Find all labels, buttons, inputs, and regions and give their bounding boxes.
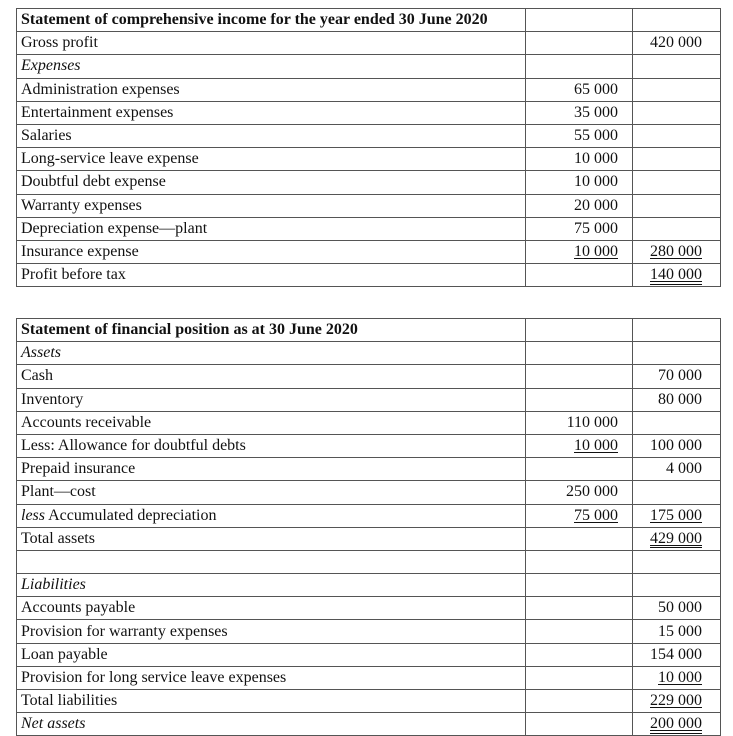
table-row xyxy=(17,217,721,240)
row-label: Provision for warranty expenses xyxy=(17,620,526,643)
row-label: Prepaid insurance xyxy=(17,458,526,481)
table-row xyxy=(17,124,721,147)
row-label xyxy=(17,504,526,527)
row-label: Total assets xyxy=(17,527,526,550)
row-total: 4 000 xyxy=(633,458,721,481)
row-total: 80 000 xyxy=(633,388,721,411)
table-row xyxy=(17,365,721,388)
table-row xyxy=(17,101,721,124)
row-amount: 10 000 xyxy=(574,437,618,455)
income-statement-title: Statement of comprehensive income for the year ended 30 June 2020 xyxy=(17,9,526,32)
row-label: Entertainment expenses xyxy=(17,101,526,124)
financial-position-title: Statement of financial position as at 30 June 2020 xyxy=(17,319,526,342)
section-heading: Liabilities xyxy=(17,574,526,597)
table-row xyxy=(17,574,721,597)
income-statement-table xyxy=(16,8,721,287)
table-row xyxy=(17,690,721,713)
row-amount: 10 000 xyxy=(526,148,633,171)
row-amount: 110 000 xyxy=(526,411,633,434)
table-row xyxy=(17,388,721,411)
row-label-text: Accumulated depreciation xyxy=(45,506,217,524)
row-total: 10 000 xyxy=(658,668,702,686)
row-total: 140 000 xyxy=(650,266,702,284)
row-label: Depreciation expense—plant xyxy=(17,217,526,240)
section-heading: Expenses xyxy=(17,55,526,78)
row-amount: 20 000 xyxy=(526,194,633,217)
row-label: Warranty expenses xyxy=(17,194,526,217)
row-total: 429 000 xyxy=(650,529,702,547)
row-label: Provision for long service leave expenses xyxy=(17,666,526,689)
row-label: Salaries xyxy=(17,124,526,147)
table-row xyxy=(17,319,721,342)
table-row xyxy=(17,342,721,365)
row-total: 100 000 xyxy=(633,434,721,457)
table-row xyxy=(17,9,721,32)
row-label: Loan payable xyxy=(17,643,526,666)
row-label: Long-service leave expense xyxy=(17,148,526,171)
financial-position-table xyxy=(16,318,721,736)
table-row xyxy=(17,713,721,736)
row-total: 175 000 xyxy=(650,506,702,524)
row-label: Profit before tax xyxy=(17,264,526,287)
row-total: 420 000 xyxy=(633,32,721,55)
row-amount: 75 000 xyxy=(574,506,618,524)
row-amount: 65 000 xyxy=(526,78,633,101)
row-amount: 10 000 xyxy=(574,242,618,260)
table-row xyxy=(17,458,721,481)
table-row xyxy=(17,434,721,457)
table-row xyxy=(17,194,721,217)
table-row xyxy=(17,666,721,689)
section-heading: Assets xyxy=(17,342,526,365)
row-label: Administration expenses xyxy=(17,78,526,101)
table-row xyxy=(17,264,721,287)
row-label: Plant—cost xyxy=(17,481,526,504)
table-row xyxy=(17,527,721,550)
row-label: Gross profit xyxy=(17,32,526,55)
row-total: 50 000 xyxy=(633,597,721,620)
row-label: Net assets xyxy=(17,713,526,736)
table-row xyxy=(17,550,721,573)
table-row xyxy=(17,620,721,643)
row-total: 15 000 xyxy=(633,620,721,643)
row-label: Inventory xyxy=(17,388,526,411)
table-row xyxy=(17,481,721,504)
table-row xyxy=(17,32,721,55)
row-total: 200 000 xyxy=(650,715,702,733)
table-row xyxy=(17,55,721,78)
row-label: Cash xyxy=(17,365,526,388)
row-label: Accounts receivable xyxy=(17,411,526,434)
row-amount: 35 000 xyxy=(526,101,633,124)
row-amount: 10 000 xyxy=(526,171,633,194)
row-amount: 55 000 xyxy=(526,124,633,147)
row-label: Total liabilities xyxy=(17,690,526,713)
less-prefix: less xyxy=(21,506,45,524)
row-amount: 250 000 xyxy=(526,481,633,504)
table-row xyxy=(17,240,721,263)
row-total: 70 000 xyxy=(633,365,721,388)
row-label: Accounts payable xyxy=(17,597,526,620)
table-row xyxy=(17,597,721,620)
row-amount: 75 000 xyxy=(526,217,633,240)
row-label: Doubtful debt expense xyxy=(17,171,526,194)
row-label: Insurance expense xyxy=(17,240,526,263)
table-row xyxy=(17,643,721,666)
table-row xyxy=(17,411,721,434)
table-row xyxy=(17,148,721,171)
table-row xyxy=(17,504,721,527)
table-row xyxy=(17,78,721,101)
row-total: 280 000 xyxy=(650,242,702,260)
table-row xyxy=(17,171,721,194)
row-total: 229 000 xyxy=(650,692,702,710)
row-total: 154 000 xyxy=(633,643,721,666)
row-label: Less: Allowance for doubtful debts xyxy=(17,434,526,457)
